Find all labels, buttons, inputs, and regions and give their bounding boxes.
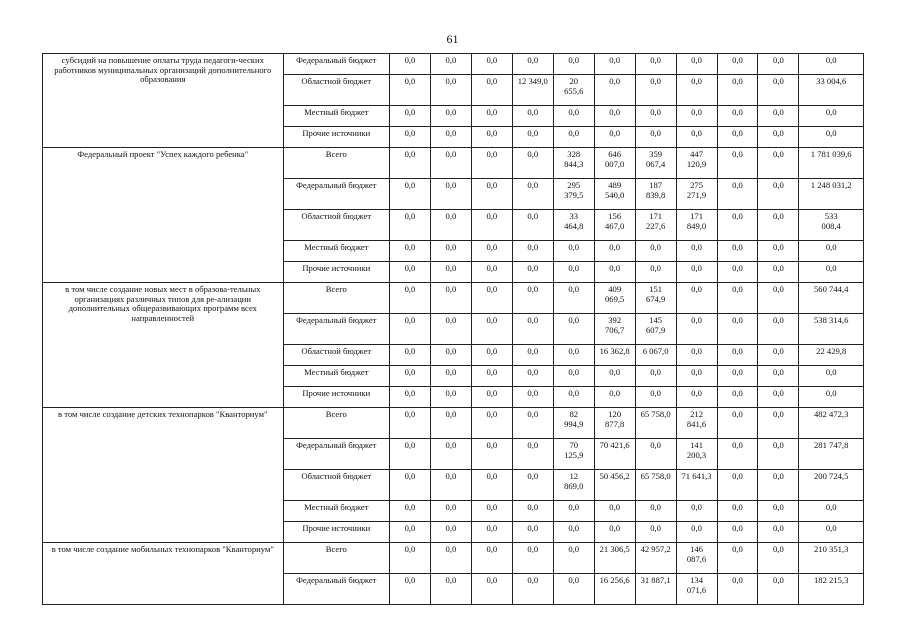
value-cell: 0,0 bbox=[390, 210, 431, 241]
value-cell: 0,0 bbox=[553, 366, 594, 387]
value-cell: 65 758,0 bbox=[635, 408, 676, 439]
total-cell: 281 747,8 bbox=[799, 439, 864, 470]
value-cell: 187 839,8 bbox=[635, 179, 676, 210]
value-cell: 0,0 bbox=[390, 75, 431, 106]
value-cell: 0,0 bbox=[758, 127, 799, 148]
value-cell: 0,0 bbox=[676, 127, 717, 148]
value-cell: 156 467,0 bbox=[594, 210, 635, 241]
total-cell: 0,0 bbox=[799, 262, 864, 283]
value-cell: 0,0 bbox=[430, 408, 471, 439]
value-cell: 409 069,5 bbox=[594, 283, 635, 314]
value-cell: 0,0 bbox=[758, 106, 799, 127]
value-cell: 0,0 bbox=[390, 54, 431, 75]
value-cell: 0,0 bbox=[430, 262, 471, 283]
value-cell: 0,0 bbox=[512, 148, 553, 179]
funding-source: Всего bbox=[283, 408, 389, 439]
value-cell: 82 994,9 bbox=[553, 408, 594, 439]
value-cell: 0,0 bbox=[717, 574, 758, 605]
value-cell: 0,0 bbox=[594, 127, 635, 148]
value-cell: 0,0 bbox=[471, 522, 512, 543]
funding-source: Федеральный бюджет bbox=[283, 574, 389, 605]
total-cell: 0,0 bbox=[799, 387, 864, 408]
value-cell: 0,0 bbox=[553, 543, 594, 574]
value-cell: 0,0 bbox=[512, 366, 553, 387]
value-cell: 70 421,6 bbox=[594, 439, 635, 470]
value-cell: 0,0 bbox=[758, 345, 799, 366]
value-cell: 0,0 bbox=[430, 543, 471, 574]
value-cell: 12 869,0 bbox=[553, 470, 594, 501]
value-cell: 0,0 bbox=[553, 127, 594, 148]
value-cell: 0,0 bbox=[717, 106, 758, 127]
value-cell: 0,0 bbox=[758, 314, 799, 345]
value-cell: 0,0 bbox=[676, 387, 717, 408]
group-title: в том числе создание новых мест в образова-тельных организациях различных типов для ре-ализации дополнительных общеразвивающих программ всех направленностей bbox=[43, 283, 284, 408]
value-cell: 0,0 bbox=[594, 75, 635, 106]
value-cell: 0,0 bbox=[594, 54, 635, 75]
value-cell: 0,0 bbox=[390, 501, 431, 522]
total-cell: 482 472,3 bbox=[799, 408, 864, 439]
total-cell: 1 781 039,6 bbox=[799, 148, 864, 179]
value-cell: 0,0 bbox=[512, 408, 553, 439]
value-cell: 0,0 bbox=[430, 54, 471, 75]
value-cell: 0,0 bbox=[758, 366, 799, 387]
value-cell: 0,0 bbox=[717, 210, 758, 241]
value-cell: 0,0 bbox=[430, 148, 471, 179]
value-cell: 0,0 bbox=[676, 501, 717, 522]
value-cell: 0,0 bbox=[430, 501, 471, 522]
value-cell: 0,0 bbox=[594, 241, 635, 262]
value-cell: 0,0 bbox=[512, 522, 553, 543]
value-cell: 212 841,6 bbox=[676, 408, 717, 439]
value-cell: 0,0 bbox=[512, 179, 553, 210]
value-cell: 0,0 bbox=[390, 470, 431, 501]
value-cell: 31 887,1 bbox=[635, 574, 676, 605]
total-cell: 33 004,6 bbox=[799, 75, 864, 106]
total-cell: 1 248 031,2 bbox=[799, 179, 864, 210]
value-cell: 0,0 bbox=[553, 106, 594, 127]
value-cell: 0,0 bbox=[512, 543, 553, 574]
value-cell: 0,0 bbox=[717, 283, 758, 314]
value-cell: 146 087,6 bbox=[676, 543, 717, 574]
value-cell: 0,0 bbox=[471, 210, 512, 241]
value-cell: 0,0 bbox=[430, 75, 471, 106]
value-cell: 0,0 bbox=[594, 262, 635, 283]
value-cell: 171 849,0 bbox=[676, 210, 717, 241]
value-cell: 646 007,0 bbox=[594, 148, 635, 179]
value-cell: 0,0 bbox=[717, 366, 758, 387]
value-cell: 0,0 bbox=[717, 262, 758, 283]
value-cell: 16 362,8 bbox=[594, 345, 635, 366]
value-cell: 0,0 bbox=[512, 314, 553, 345]
value-cell: 120 877,8 bbox=[594, 408, 635, 439]
value-cell: 0,0 bbox=[471, 345, 512, 366]
value-cell: 0,0 bbox=[430, 439, 471, 470]
value-cell: 0,0 bbox=[430, 314, 471, 345]
funding-source: Всего bbox=[283, 148, 389, 179]
value-cell: 0,0 bbox=[717, 543, 758, 574]
value-cell: 0,0 bbox=[471, 148, 512, 179]
value-cell: 0,0 bbox=[758, 262, 799, 283]
value-cell: 0,0 bbox=[758, 54, 799, 75]
value-cell: 33 464,8 bbox=[553, 210, 594, 241]
value-cell: 0,0 bbox=[553, 241, 594, 262]
value-cell: 0,0 bbox=[512, 574, 553, 605]
value-cell: 0,0 bbox=[553, 522, 594, 543]
value-cell: 0,0 bbox=[758, 241, 799, 262]
total-cell: 0,0 bbox=[799, 106, 864, 127]
value-cell: 0,0 bbox=[512, 387, 553, 408]
funding-source: Федеральный бюджет bbox=[283, 439, 389, 470]
value-cell: 71 641,3 bbox=[676, 470, 717, 501]
value-cell: 0,0 bbox=[512, 54, 553, 75]
value-cell: 0,0 bbox=[512, 283, 553, 314]
value-cell: 134 071,6 bbox=[676, 574, 717, 605]
value-cell: 0,0 bbox=[758, 210, 799, 241]
value-cell: 0,0 bbox=[512, 106, 553, 127]
funding-source: Местный бюджет bbox=[283, 241, 389, 262]
value-cell: 171 227,6 bbox=[635, 210, 676, 241]
value-cell: 0,0 bbox=[430, 179, 471, 210]
value-cell: 0,0 bbox=[717, 241, 758, 262]
value-cell: 0,0 bbox=[553, 345, 594, 366]
value-cell: 0,0 bbox=[390, 543, 431, 574]
funding-source: Местный бюджет bbox=[283, 501, 389, 522]
value-cell: 0,0 bbox=[635, 75, 676, 106]
funding-source: Областной бюджет bbox=[283, 210, 389, 241]
value-cell: 0,0 bbox=[471, 366, 512, 387]
value-cell: 0,0 bbox=[635, 54, 676, 75]
value-cell: 0,0 bbox=[553, 574, 594, 605]
funding-source: Областной бюджет bbox=[283, 470, 389, 501]
value-cell: 0,0 bbox=[430, 241, 471, 262]
value-cell: 0,0 bbox=[717, 54, 758, 75]
total-cell: 560 744,4 bbox=[799, 283, 864, 314]
total-cell: 0,0 bbox=[799, 366, 864, 387]
group-title: Федеральный проект "Успех каждого ребенка" bbox=[43, 148, 284, 283]
value-cell: 0,0 bbox=[635, 387, 676, 408]
value-cell: 0,0 bbox=[390, 345, 431, 366]
group-title: в том числе создание мобильных технопарков "Кванториум" bbox=[43, 543, 284, 605]
value-cell: 0,0 bbox=[471, 470, 512, 501]
value-cell: 0,0 bbox=[635, 106, 676, 127]
value-cell: 0,0 bbox=[390, 314, 431, 345]
value-cell: 0,0 bbox=[717, 501, 758, 522]
value-cell: 65 758,0 bbox=[635, 470, 676, 501]
value-cell: 0,0 bbox=[717, 387, 758, 408]
value-cell: 0,0 bbox=[553, 314, 594, 345]
value-cell: 0,0 bbox=[512, 127, 553, 148]
value-cell: 0,0 bbox=[390, 262, 431, 283]
value-cell: 6 067,0 bbox=[635, 345, 676, 366]
value-cell: 0,0 bbox=[758, 543, 799, 574]
value-cell: 0,0 bbox=[471, 179, 512, 210]
funding-source: Федеральный бюджет bbox=[283, 54, 389, 75]
value-cell: 0,0 bbox=[512, 470, 553, 501]
value-cell: 0,0 bbox=[758, 283, 799, 314]
value-cell: 0,0 bbox=[512, 345, 553, 366]
value-cell: 16 256,6 bbox=[594, 574, 635, 605]
value-cell: 0,0 bbox=[594, 106, 635, 127]
value-cell: 0,0 bbox=[471, 574, 512, 605]
value-cell: 145 607,9 bbox=[635, 314, 676, 345]
value-cell: 0,0 bbox=[676, 262, 717, 283]
funding-source: Федеральный бюджет bbox=[283, 179, 389, 210]
funding-source: Прочие источники bbox=[283, 262, 389, 283]
value-cell: 0,0 bbox=[430, 210, 471, 241]
value-cell: 0,0 bbox=[390, 522, 431, 543]
value-cell: 0,0 bbox=[430, 574, 471, 605]
funding-source: Областной бюджет bbox=[283, 345, 389, 366]
value-cell: 0,0 bbox=[471, 387, 512, 408]
value-cell: 0,0 bbox=[758, 439, 799, 470]
table-row bbox=[43, 408, 864, 439]
value-cell: 0,0 bbox=[676, 522, 717, 543]
value-cell: 0,0 bbox=[390, 127, 431, 148]
value-cell: 0,0 bbox=[553, 262, 594, 283]
table-row bbox=[43, 543, 864, 574]
value-cell: 0,0 bbox=[471, 501, 512, 522]
value-cell: 0,0 bbox=[512, 439, 553, 470]
table-body bbox=[43, 54, 864, 605]
value-cell: 0,0 bbox=[512, 501, 553, 522]
value-cell: 295 379,5 bbox=[553, 179, 594, 210]
value-cell: 20 655,6 bbox=[553, 75, 594, 106]
value-cell: 0,0 bbox=[717, 408, 758, 439]
total-cell: 200 724,5 bbox=[799, 470, 864, 501]
value-cell: 0,0 bbox=[594, 522, 635, 543]
value-cell: 0,0 bbox=[758, 75, 799, 106]
value-cell: 50 456,2 bbox=[594, 470, 635, 501]
total-cell: 0,0 bbox=[799, 501, 864, 522]
table-row bbox=[43, 54, 864, 75]
value-cell: 0,0 bbox=[635, 262, 676, 283]
value-cell: 0,0 bbox=[758, 470, 799, 501]
value-cell: 0,0 bbox=[717, 127, 758, 148]
value-cell: 0,0 bbox=[430, 345, 471, 366]
value-cell: 0,0 bbox=[635, 241, 676, 262]
value-cell: 275 271,9 bbox=[676, 179, 717, 210]
value-cell: 0,0 bbox=[471, 314, 512, 345]
total-cell: 182 215,3 bbox=[799, 574, 864, 605]
value-cell: 0,0 bbox=[553, 501, 594, 522]
value-cell: 0,0 bbox=[676, 54, 717, 75]
total-cell: 210 351,3 bbox=[799, 543, 864, 574]
value-cell: 0,0 bbox=[430, 470, 471, 501]
value-cell: 21 306,5 bbox=[594, 543, 635, 574]
value-cell: 0,0 bbox=[676, 314, 717, 345]
value-cell: 0,0 bbox=[553, 387, 594, 408]
value-cell: 0,0 bbox=[471, 439, 512, 470]
value-cell: 0,0 bbox=[471, 543, 512, 574]
value-cell: 0,0 bbox=[717, 148, 758, 179]
funding-source: Федеральный бюджет bbox=[283, 314, 389, 345]
group-title: в том числе создание детских технопарков "Кванториум" bbox=[43, 408, 284, 543]
value-cell: 0,0 bbox=[471, 241, 512, 262]
value-cell: 0,0 bbox=[390, 408, 431, 439]
group-title: субсидий на повышение оплаты труда педагоги-ческих работников муниципальных организаций дополнительного образования bbox=[43, 54, 284, 148]
value-cell: 0,0 bbox=[512, 210, 553, 241]
value-cell: 0,0 bbox=[471, 262, 512, 283]
value-cell: 0,0 bbox=[390, 387, 431, 408]
value-cell: 151 674,9 bbox=[635, 283, 676, 314]
value-cell: 0,0 bbox=[717, 179, 758, 210]
value-cell: 0,0 bbox=[471, 106, 512, 127]
total-cell: 0,0 bbox=[799, 241, 864, 262]
value-cell: 141 200,3 bbox=[676, 439, 717, 470]
value-cell: 0,0 bbox=[512, 241, 553, 262]
funding-source: Прочие источники bbox=[283, 522, 389, 543]
value-cell: 0,0 bbox=[390, 148, 431, 179]
value-cell: 0,0 bbox=[717, 522, 758, 543]
value-cell: 0,0 bbox=[471, 127, 512, 148]
total-cell: 0,0 bbox=[799, 54, 864, 75]
value-cell: 0,0 bbox=[430, 127, 471, 148]
funding-source: Прочие источники bbox=[283, 127, 389, 148]
value-cell: 0,0 bbox=[512, 262, 553, 283]
value-cell: 0,0 bbox=[758, 574, 799, 605]
value-cell: 12 349,0 bbox=[512, 75, 553, 106]
value-cell: 0,0 bbox=[635, 366, 676, 387]
value-cell: 0,0 bbox=[594, 501, 635, 522]
value-cell: 0,0 bbox=[758, 522, 799, 543]
value-cell: 447 120,9 bbox=[676, 148, 717, 179]
value-cell: 0,0 bbox=[471, 283, 512, 314]
value-cell: 0,0 bbox=[717, 439, 758, 470]
budget-table bbox=[42, 53, 864, 605]
funding-source: Прочие источники bbox=[283, 387, 389, 408]
value-cell: 0,0 bbox=[430, 522, 471, 543]
value-cell: 0,0 bbox=[390, 106, 431, 127]
value-cell: 42 957,2 bbox=[635, 543, 676, 574]
value-cell: 489 540,0 bbox=[594, 179, 635, 210]
value-cell: 0,0 bbox=[676, 345, 717, 366]
value-cell: 0,0 bbox=[635, 127, 676, 148]
value-cell: 0,0 bbox=[430, 366, 471, 387]
value-cell: 0,0 bbox=[758, 148, 799, 179]
value-cell: 0,0 bbox=[390, 179, 431, 210]
total-cell: 0,0 bbox=[799, 127, 864, 148]
total-cell: 0,0 bbox=[799, 522, 864, 543]
value-cell: 0,0 bbox=[471, 54, 512, 75]
value-cell: 0,0 bbox=[676, 106, 717, 127]
value-cell: 70 125,9 bbox=[553, 439, 594, 470]
value-cell: 0,0 bbox=[635, 501, 676, 522]
value-cell: 0,0 bbox=[717, 345, 758, 366]
value-cell: 0,0 bbox=[390, 439, 431, 470]
value-cell: 0,0 bbox=[553, 54, 594, 75]
value-cell: 0,0 bbox=[717, 75, 758, 106]
value-cell: 0,0 bbox=[553, 283, 594, 314]
value-cell: 0,0 bbox=[758, 387, 799, 408]
value-cell: 0,0 bbox=[758, 408, 799, 439]
value-cell: 0,0 bbox=[430, 387, 471, 408]
funding-source: Всего bbox=[283, 543, 389, 574]
value-cell: 0,0 bbox=[758, 179, 799, 210]
value-cell: 359 067,4 bbox=[635, 148, 676, 179]
value-cell: 0,0 bbox=[635, 522, 676, 543]
funding-source: Всего bbox=[283, 283, 389, 314]
value-cell: 0,0 bbox=[430, 283, 471, 314]
value-cell: 0,0 bbox=[676, 366, 717, 387]
value-cell: 0,0 bbox=[676, 283, 717, 314]
value-cell: 0,0 bbox=[390, 241, 431, 262]
table-row bbox=[43, 148, 864, 179]
value-cell: 0,0 bbox=[676, 241, 717, 262]
value-cell: 0,0 bbox=[717, 470, 758, 501]
value-cell: 0,0 bbox=[676, 75, 717, 106]
value-cell: 0,0 bbox=[758, 501, 799, 522]
value-cell: 0,0 bbox=[635, 439, 676, 470]
value-cell: 0,0 bbox=[594, 387, 635, 408]
value-cell: 0,0 bbox=[471, 408, 512, 439]
total-cell: 538 314,6 bbox=[799, 314, 864, 345]
funding-source: Областной бюджет bbox=[283, 75, 389, 106]
value-cell: 0,0 bbox=[390, 283, 431, 314]
value-cell: 0,0 bbox=[430, 106, 471, 127]
total-cell: 22 429,8 bbox=[799, 345, 864, 366]
funding-source: Местный бюджет bbox=[283, 366, 389, 387]
value-cell: 0,0 bbox=[390, 366, 431, 387]
value-cell: 0,0 bbox=[390, 574, 431, 605]
table-row bbox=[43, 283, 864, 314]
value-cell: 0,0 bbox=[471, 75, 512, 106]
value-cell: 392 706,7 bbox=[594, 314, 635, 345]
value-cell: 0,0 bbox=[594, 366, 635, 387]
value-cell: 328 844,3 bbox=[553, 148, 594, 179]
funding-source: Местный бюджет bbox=[283, 106, 389, 127]
total-cell: 533 008,4 bbox=[799, 210, 864, 241]
page-number: 61 bbox=[446, 32, 459, 46]
value-cell: 0,0 bbox=[717, 314, 758, 345]
